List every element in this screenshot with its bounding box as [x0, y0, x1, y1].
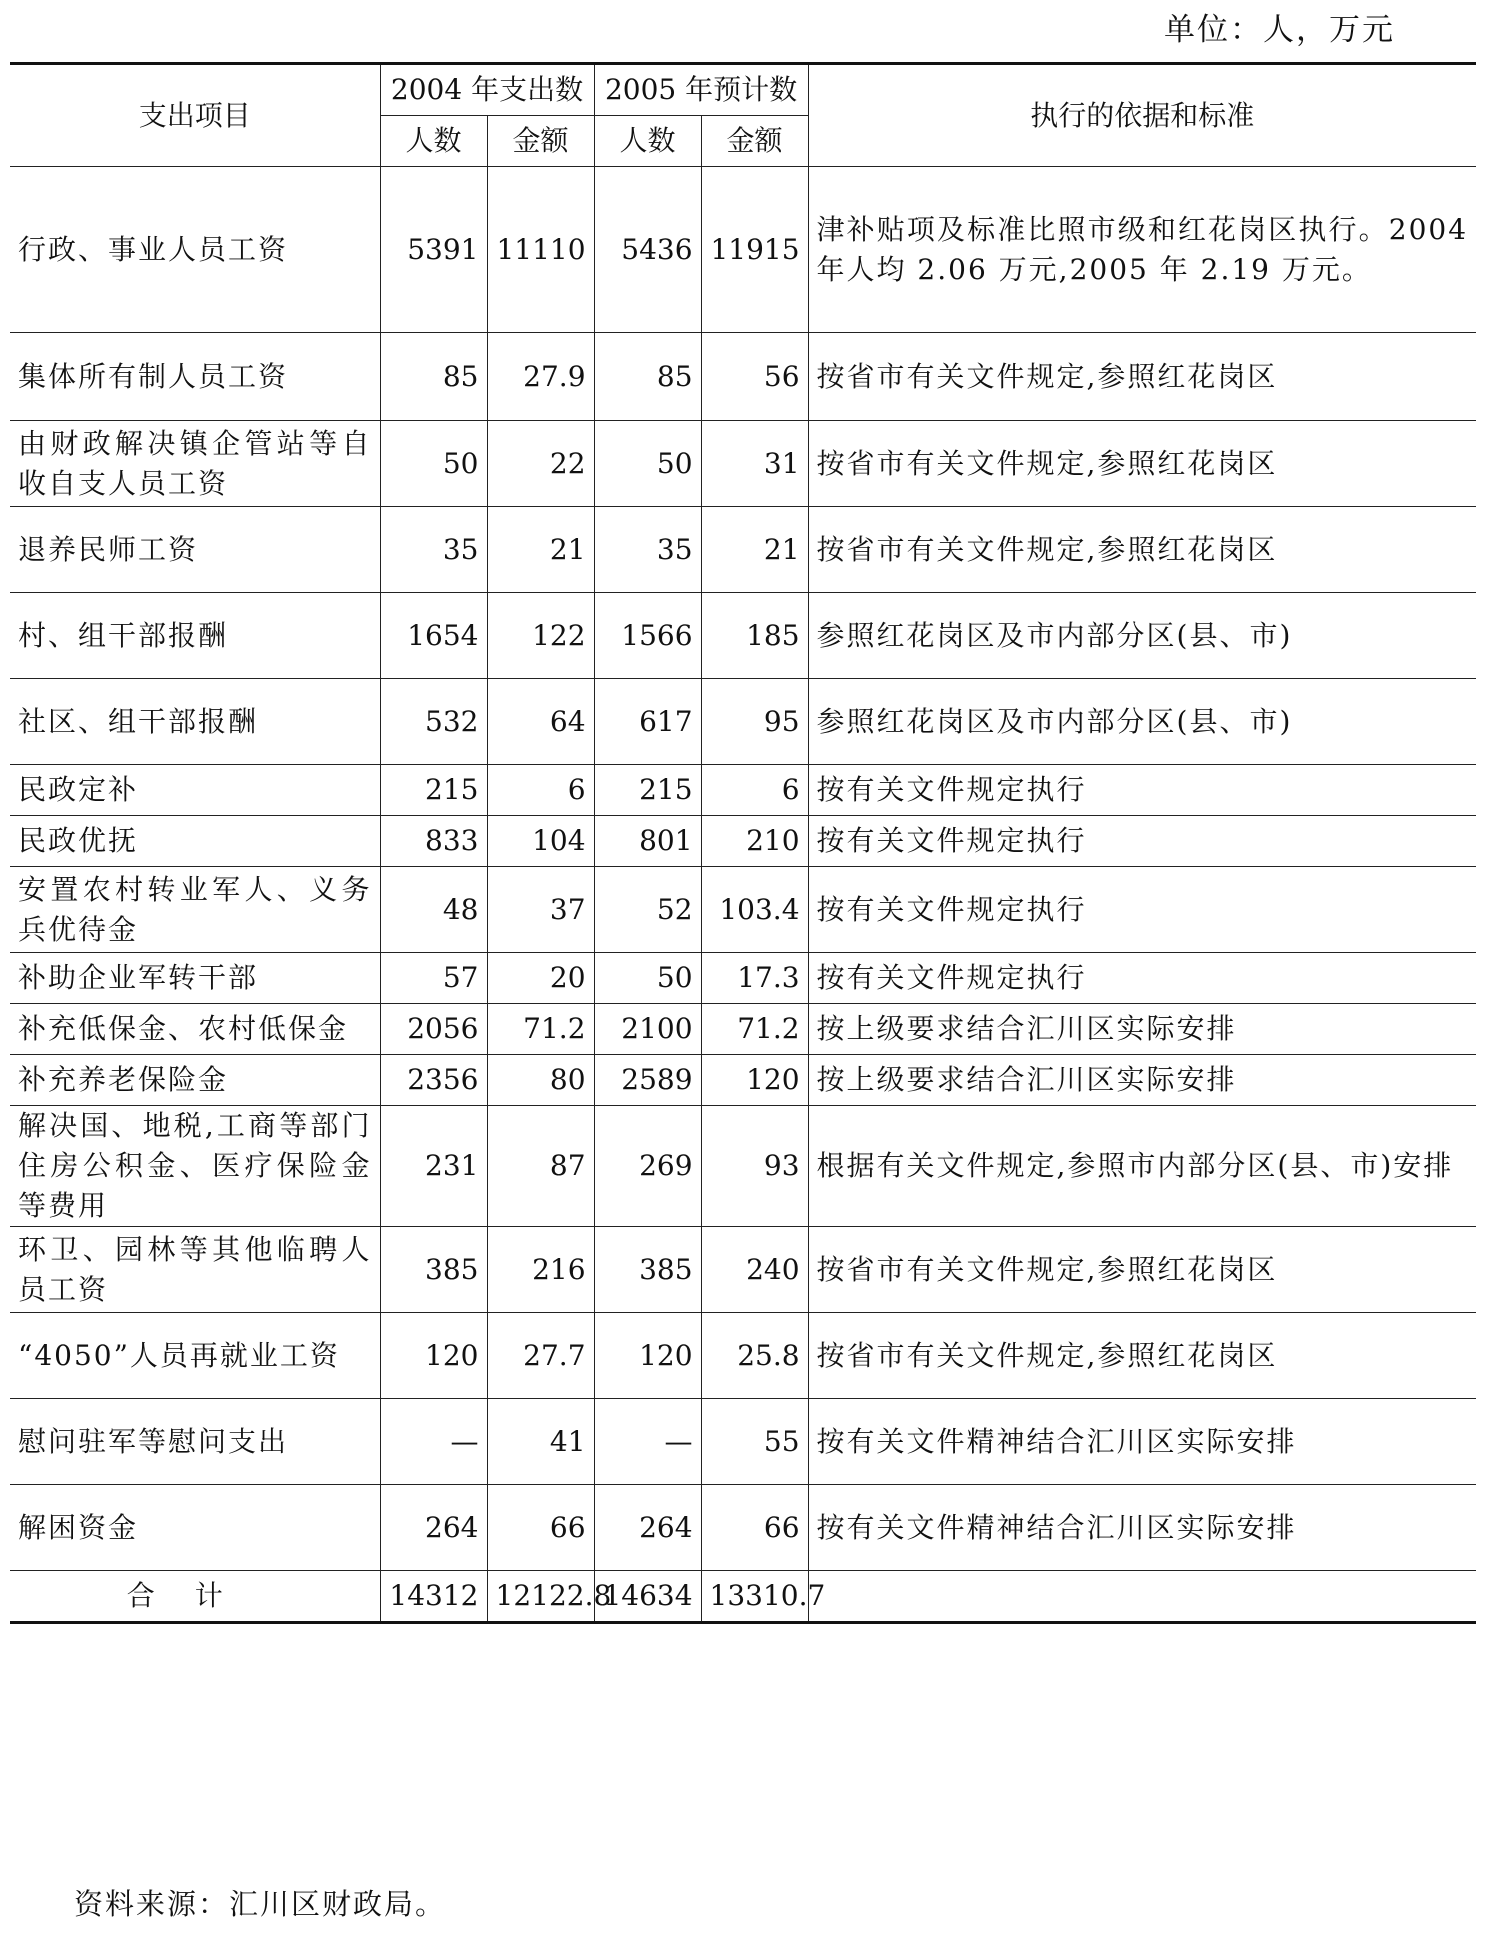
table-row — [10, 1106, 1476, 1227]
row-people-2004: 215 — [380, 765, 487, 816]
row-basis: 按有关文件规定执行 — [808, 867, 1476, 953]
row-people-2005: 35 — [594, 507, 701, 593]
row-people-2004: 35 — [380, 507, 487, 593]
row-people-2004: 5391 — [380, 167, 487, 333]
row-people-2005: 50 — [594, 953, 701, 1004]
row-basis: 津补贴项及标准比照市级和红花岗区执行。2004 年人均 2.06 万元,2005 年 2.19 万元。 — [808, 167, 1476, 333]
row-amount-2004: 122 — [487, 593, 594, 679]
row-item-name: 补助企业军转干部 — [10, 953, 380, 1004]
row-amount-2005: 95 — [701, 679, 808, 765]
row-item-name: 补充养老保险金 — [10, 1055, 380, 1106]
row-basis: 参照红花岗区及市内部分区(县、市) — [808, 593, 1476, 679]
row-amount-2004: 64 — [487, 679, 594, 765]
row-amount-2005: 21 — [701, 507, 808, 593]
source-note: 资料来源：汇川区财政局。 — [74, 1887, 447, 1921]
row-amount-2005: 103.4 — [701, 867, 808, 953]
row-basis: 按有关文件规定执行 — [808, 953, 1476, 1004]
row-people-2004: 48 — [380, 867, 487, 953]
row-people-2004: — — [380, 1399, 487, 1485]
row-people-2005: — — [594, 1399, 701, 1485]
row-item-name: 安置农村转业军人、义务兵优待金 — [10, 867, 380, 953]
expenditure-table — [10, 62, 1476, 1624]
row-basis: 按省市有关文件规定,参照红花岗区 — [808, 1313, 1476, 1399]
row-amount-2005: 11915 — [701, 167, 808, 333]
row-item-name: 补充低保金、农村低保金 — [10, 1004, 380, 1055]
row-item-name: 解决国、地税,工商等部门住房公积金、医疗保险金等费用 — [10, 1106, 380, 1227]
row-basis: 根据有关文件规定,参照市内部分区(县、市)安排 — [808, 1106, 1476, 1227]
table-row — [10, 816, 1476, 867]
table-row — [10, 765, 1476, 816]
row-people-2005: 2589 — [594, 1055, 701, 1106]
row-amount-2004: 80 — [487, 1055, 594, 1106]
table-row — [10, 679, 1476, 765]
table-row — [10, 333, 1476, 421]
row-people-2005: 5436 — [594, 167, 701, 333]
row-people-2005: 385 — [594, 1227, 701, 1313]
row-people-2005: 52 — [594, 867, 701, 953]
row-amount-2004: 41 — [487, 1399, 594, 1485]
header-item: 支出项目 — [10, 64, 380, 167]
row-item-name: 村、组干部报酬 — [10, 593, 380, 679]
row-amount-2004: 22 — [487, 421, 594, 507]
row-amount-2004: 216 — [487, 1227, 594, 1313]
header-amount-2005: 金额 — [701, 116, 808, 167]
header-people-2004: 人数 — [380, 116, 487, 167]
row-amount-2005: 17.3 — [701, 953, 808, 1004]
row-basis: 按有关文件精神结合汇川区实际安排 — [808, 1399, 1476, 1485]
row-amount-2005: 31 — [701, 421, 808, 507]
row-amount-2004: 37 — [487, 867, 594, 953]
row-item-name: 慰问驻军等慰问支出 — [10, 1399, 380, 1485]
row-people-2005: 1566 — [594, 593, 701, 679]
row-people-2004: 2056 — [380, 1004, 487, 1055]
row-item-name: 社区、组干部报酬 — [10, 679, 380, 765]
table-row — [10, 867, 1476, 953]
row-people-2005: 801 — [594, 816, 701, 867]
table-row — [10, 167, 1476, 333]
total-people-2005: 14634 — [594, 1571, 701, 1623]
total-amount-2005: 13310.7 — [701, 1571, 808, 1623]
row-people-2004: 833 — [380, 816, 487, 867]
row-basis: 按上级要求结合汇川区实际安排 — [808, 1004, 1476, 1055]
row-people-2004: 264 — [380, 1485, 487, 1571]
row-item-name: 民政优抚 — [10, 816, 380, 867]
header-amount-2004: 金额 — [487, 116, 594, 167]
row-people-2004: 385 — [380, 1227, 487, 1313]
row-basis: 按有关文件精神结合汇川区实际安排 — [808, 1485, 1476, 1571]
total-label: 合计 — [10, 1571, 380, 1623]
table-row — [10, 507, 1476, 593]
row-amount-2005: 56 — [701, 333, 808, 421]
total-row — [10, 1571, 1476, 1623]
row-item-name: 解困资金 — [10, 1485, 380, 1571]
table-row — [10, 593, 1476, 679]
row-basis: 按上级要求结合汇川区实际安排 — [808, 1055, 1476, 1106]
table-row — [10, 1004, 1476, 1055]
row-people-2005: 2100 — [594, 1004, 701, 1055]
row-basis: 按省市有关文件规定,参照红花岗区 — [808, 1227, 1476, 1313]
table-row — [10, 953, 1476, 1004]
table-row — [10, 421, 1476, 507]
total-basis — [808, 1571, 1476, 1623]
row-amount-2005: 93 — [701, 1106, 808, 1227]
row-people-2005: 50 — [594, 421, 701, 507]
total-people-2004: 14312 — [380, 1571, 487, 1623]
row-item-name: 行政、事业人员工资 — [10, 167, 380, 333]
row-basis: 按有关文件规定执行 — [808, 816, 1476, 867]
row-item-name: 退养民师工资 — [10, 507, 380, 593]
row-amount-2004: 11110 — [487, 167, 594, 333]
row-item-name: 集体所有制人员工资 — [10, 333, 380, 421]
header-basis: 执行的依据和标准 — [808, 64, 1476, 167]
row-item-name: 环卫、园林等其他临聘人员工资 — [10, 1227, 380, 1313]
row-amount-2004: 104 — [487, 816, 594, 867]
row-amount-2004: 27.9 — [487, 333, 594, 421]
row-amount-2004: 27.7 — [487, 1313, 594, 1399]
row-amount-2005: 6 — [701, 765, 808, 816]
row-people-2005: 215 — [594, 765, 701, 816]
row-amount-2005: 210 — [701, 816, 808, 867]
row-amount-2005: 55 — [701, 1399, 808, 1485]
row-people-2004: 85 — [380, 333, 487, 421]
row-basis: 按省市有关文件规定,参照红花岗区 — [808, 421, 1476, 507]
row-basis: 按省市有关文件规定,参照红花岗区 — [808, 507, 1476, 593]
row-amount-2004: 21 — [487, 507, 594, 593]
row-amount-2005: 185 — [701, 593, 808, 679]
header-people-2005: 人数 — [594, 116, 701, 167]
table-row — [10, 1227, 1476, 1313]
row-amount-2004: 66 — [487, 1485, 594, 1571]
table-body — [10, 167, 1476, 1623]
row-item-name: 由财政解决镇企管站等自收自支人员工资 — [10, 421, 380, 507]
row-amount-2004: 87 — [487, 1106, 594, 1227]
row-basis: 按有关文件规定执行 — [808, 765, 1476, 816]
row-people-2005: 264 — [594, 1485, 701, 1571]
row-amount-2005: 120 — [701, 1055, 808, 1106]
row-amount-2004: 6 — [487, 765, 594, 816]
row-amount-2004: 71.2 — [487, 1004, 594, 1055]
row-people-2005: 269 — [594, 1106, 701, 1227]
table-row — [10, 1485, 1476, 1571]
row-people-2004: 2356 — [380, 1055, 487, 1106]
row-people-2004: 231 — [380, 1106, 487, 1227]
header-2005: 2005 年预计数 — [594, 64, 808, 116]
unit-label: 单位：人，万元 — [1164, 12, 1395, 48]
table-row — [10, 1313, 1476, 1399]
row-people-2004: 120 — [380, 1313, 487, 1399]
header-2004: 2004 年支出数 — [380, 64, 594, 116]
row-people-2005: 120 — [594, 1313, 701, 1399]
row-people-2004: 50 — [380, 421, 487, 507]
row-people-2004: 1654 — [380, 593, 487, 679]
total-amount-2004: 12122.8 — [487, 1571, 594, 1623]
row-item-name: “4050”人员再就业工资 — [10, 1313, 380, 1399]
row-amount-2005: 71.2 — [701, 1004, 808, 1055]
row-people-2005: 85 — [594, 333, 701, 421]
row-people-2004: 532 — [380, 679, 487, 765]
row-basis: 参照红花岗区及市内部分区(县、市) — [808, 679, 1476, 765]
row-amount-2005: 240 — [701, 1227, 808, 1313]
table-row — [10, 1399, 1476, 1485]
row-people-2005: 617 — [594, 679, 701, 765]
row-item-name: 民政定补 — [10, 765, 380, 816]
row-basis: 按省市有关文件规定,参照红花岗区 — [808, 333, 1476, 421]
row-amount-2005: 25.8 — [701, 1313, 808, 1399]
table-row — [10, 1055, 1476, 1106]
row-amount-2004: 20 — [487, 953, 594, 1004]
row-people-2004: 57 — [380, 953, 487, 1004]
row-amount-2005: 66 — [701, 1485, 808, 1571]
